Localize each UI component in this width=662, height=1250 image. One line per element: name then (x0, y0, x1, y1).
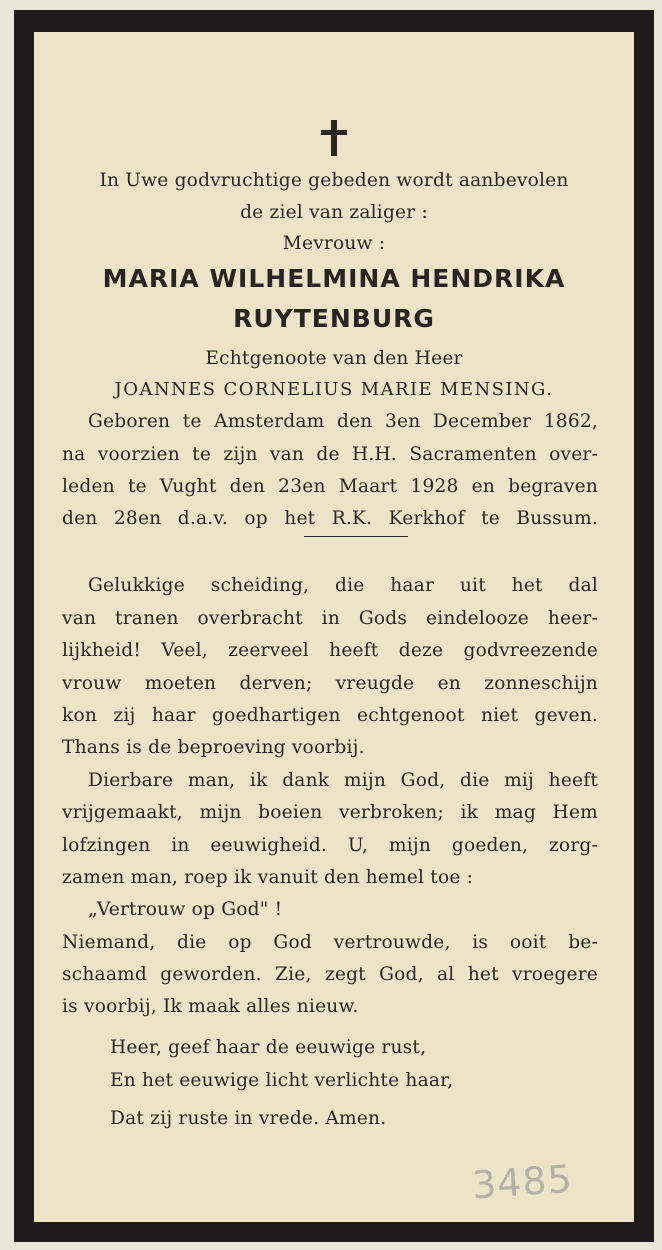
text-line-14: is voorbij, Ik maak alles nieuw. (62, 996, 359, 1017)
cross-icon (321, 120, 347, 156)
card-content (34, 32, 634, 1222)
text-line-10: zamen man, roep ik vanuit den hemel toe : (62, 867, 474, 888)
prayer-line-2: En het eeuwige licht verlichte haar, (110, 1070, 454, 1091)
archive-number-pencil: 3485 (470, 1156, 575, 1208)
text-line-8: vrijgemaakt, mijn boeien verbroken; ik mag Hem (62, 802, 598, 823)
card-paper (34, 32, 634, 1222)
bio-line-3: leden te Vught den 23en Maart 1928 en begraven (62, 476, 598, 497)
divider-rule (304, 536, 408, 537)
text-line-9: lofzingen in eeuwigheid. U, mijn goeden, zorg- (62, 835, 598, 856)
text-line-6: Thans is de beproeving voorbij. (62, 737, 365, 758)
prayer-line-1: Heer, geef haar de eeuwige rust, (110, 1037, 427, 1058)
deceased-name-line-2: RUYTENBURG (233, 304, 435, 333)
text-line-3: lijkheid! Veel, zeerveel heeft deze godvreezende (62, 640, 598, 661)
bio-line-2: na voorzien te zijn van de H.H. Sacramenten over- (62, 444, 598, 465)
bio-line-1: Geboren te Amsterdam den 3en December 1862, (88, 411, 598, 432)
spouse-line-2: JOANNES CORNELIUS MARIE MENSING. (114, 379, 554, 400)
text-line-4: vrouw moeten derven; vreugde en zonneschijn (62, 673, 598, 694)
text-line-11: „Vertrouw op God" ! (88, 899, 283, 920)
deceased-name-line-1: MARIA WILHELMINA HENDRIKA (102, 264, 566, 293)
memorial-card (14, 10, 654, 1242)
intro-line-1: In Uwe godvruchtige gebeden wordt aanbevolen (99, 170, 569, 191)
text-line-1: Gelukkige scheiding, die haar uit het dal (88, 575, 598, 596)
text-line-7: Dierbare man, ik dank mijn God, die mij heeft (88, 770, 598, 791)
text-line-12: Niemand, die op God vertrouwde, is ooit be- (62, 932, 598, 953)
text-line-2: van tranen overbracht in Gods eindelooze heer- (62, 608, 598, 629)
spouse-line-1: Echtgenoote van den Heer (205, 348, 463, 369)
bio-line-4: den 28en d.a.v. op het R.K. Kerkhof te Bussum. (62, 508, 598, 529)
text-line-13: schaamd geworden. Zie, zegt God, al het vroegere (62, 964, 598, 985)
intro-line-3: Mevrouw : (282, 233, 386, 254)
intro-line-2: de ziel van zaliger : (240, 202, 428, 223)
text-line-5: kon zij haar goedhartigen echtgenoot niet geven. (62, 705, 598, 726)
prayer-line-3: Dat zij ruste in vrede. Amen. (110, 1108, 387, 1129)
